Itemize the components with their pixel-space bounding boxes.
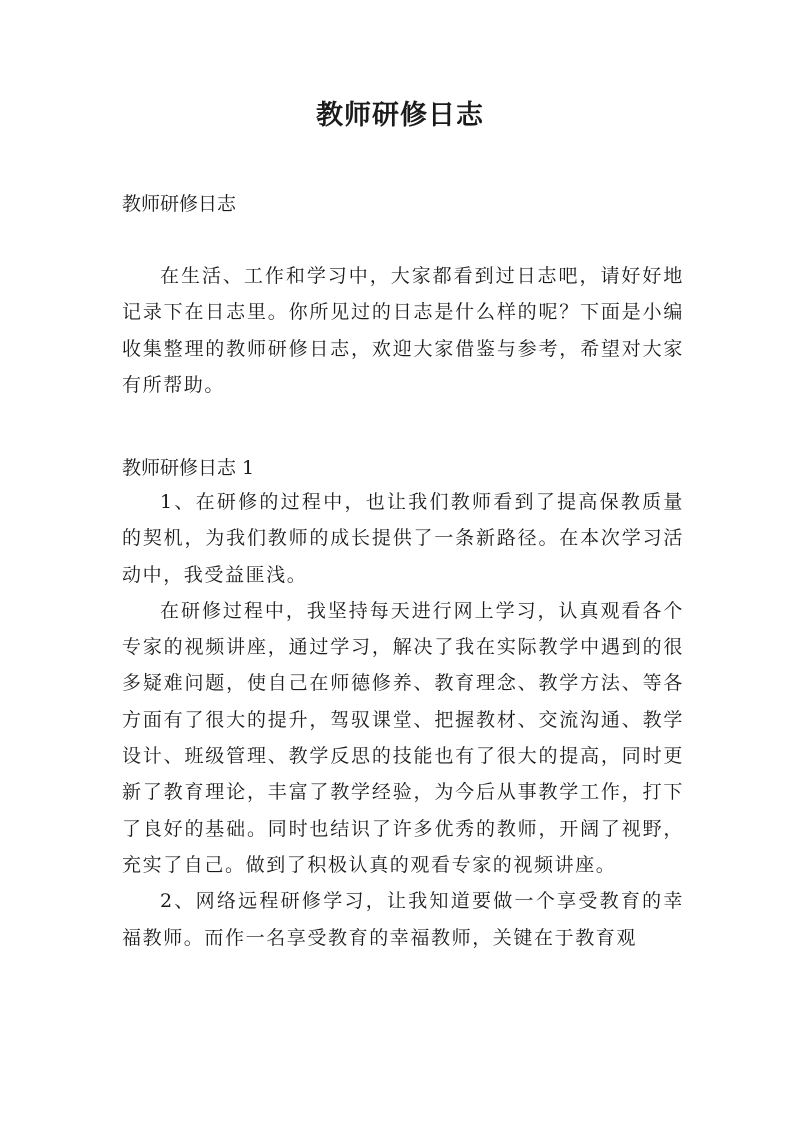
intro-block	[122, 258, 684, 403]
intro-paragraph: 在生活、工作和学习中，大家都看到过日志吧，请好好地记录下在日志里。你所见过的日志是什么样的呢？下面是小编收集整理的教师研修日志，欢迎大家借鉴与参考，希望对大家有所帮助。	[122, 265, 684, 396]
body-paragraph: 2、网络远程研修学习，让我知道要做一个享受教育的幸福教师。而作一名享受教育的幸福教师，关键在于教育观	[122, 890, 684, 949]
body-paragraph: 1、在研修的过程中，也让我们教师看到了提高保教质量的契机，为我们教师的成长提供了一条新路径。在本次学习活动中，我受益匪浅。	[122, 491, 684, 586]
document-subtitle: 教师研修日志	[122, 193, 237, 215]
body-paragraph: 在研修过程中，我坚持每天进行网上学习，认真观看各个专家的视频讲座，通过学习，解决了我在实际教学中遇到的很多疑难问题，使自己在师德修养、教育理念、教学方法、等各方面有了很大的提升，驾驭课堂、把握教材、交流沟通、教学设计、班级管理、教学反思的技能也有了很大的提高，同时更新了教育理论，丰富了教学经验，为今后从事教学工作，打下了良好的基础。同时也结识了许多优秀的教师，开阔了视野，充实了自己。做到了积极认真的观看专家的视频讲座。	[122, 599, 684, 876]
document-title: 教师研修日志	[316, 100, 484, 131]
section-body	[122, 484, 684, 956]
section-heading: 教师研修日志 1	[122, 457, 255, 479]
